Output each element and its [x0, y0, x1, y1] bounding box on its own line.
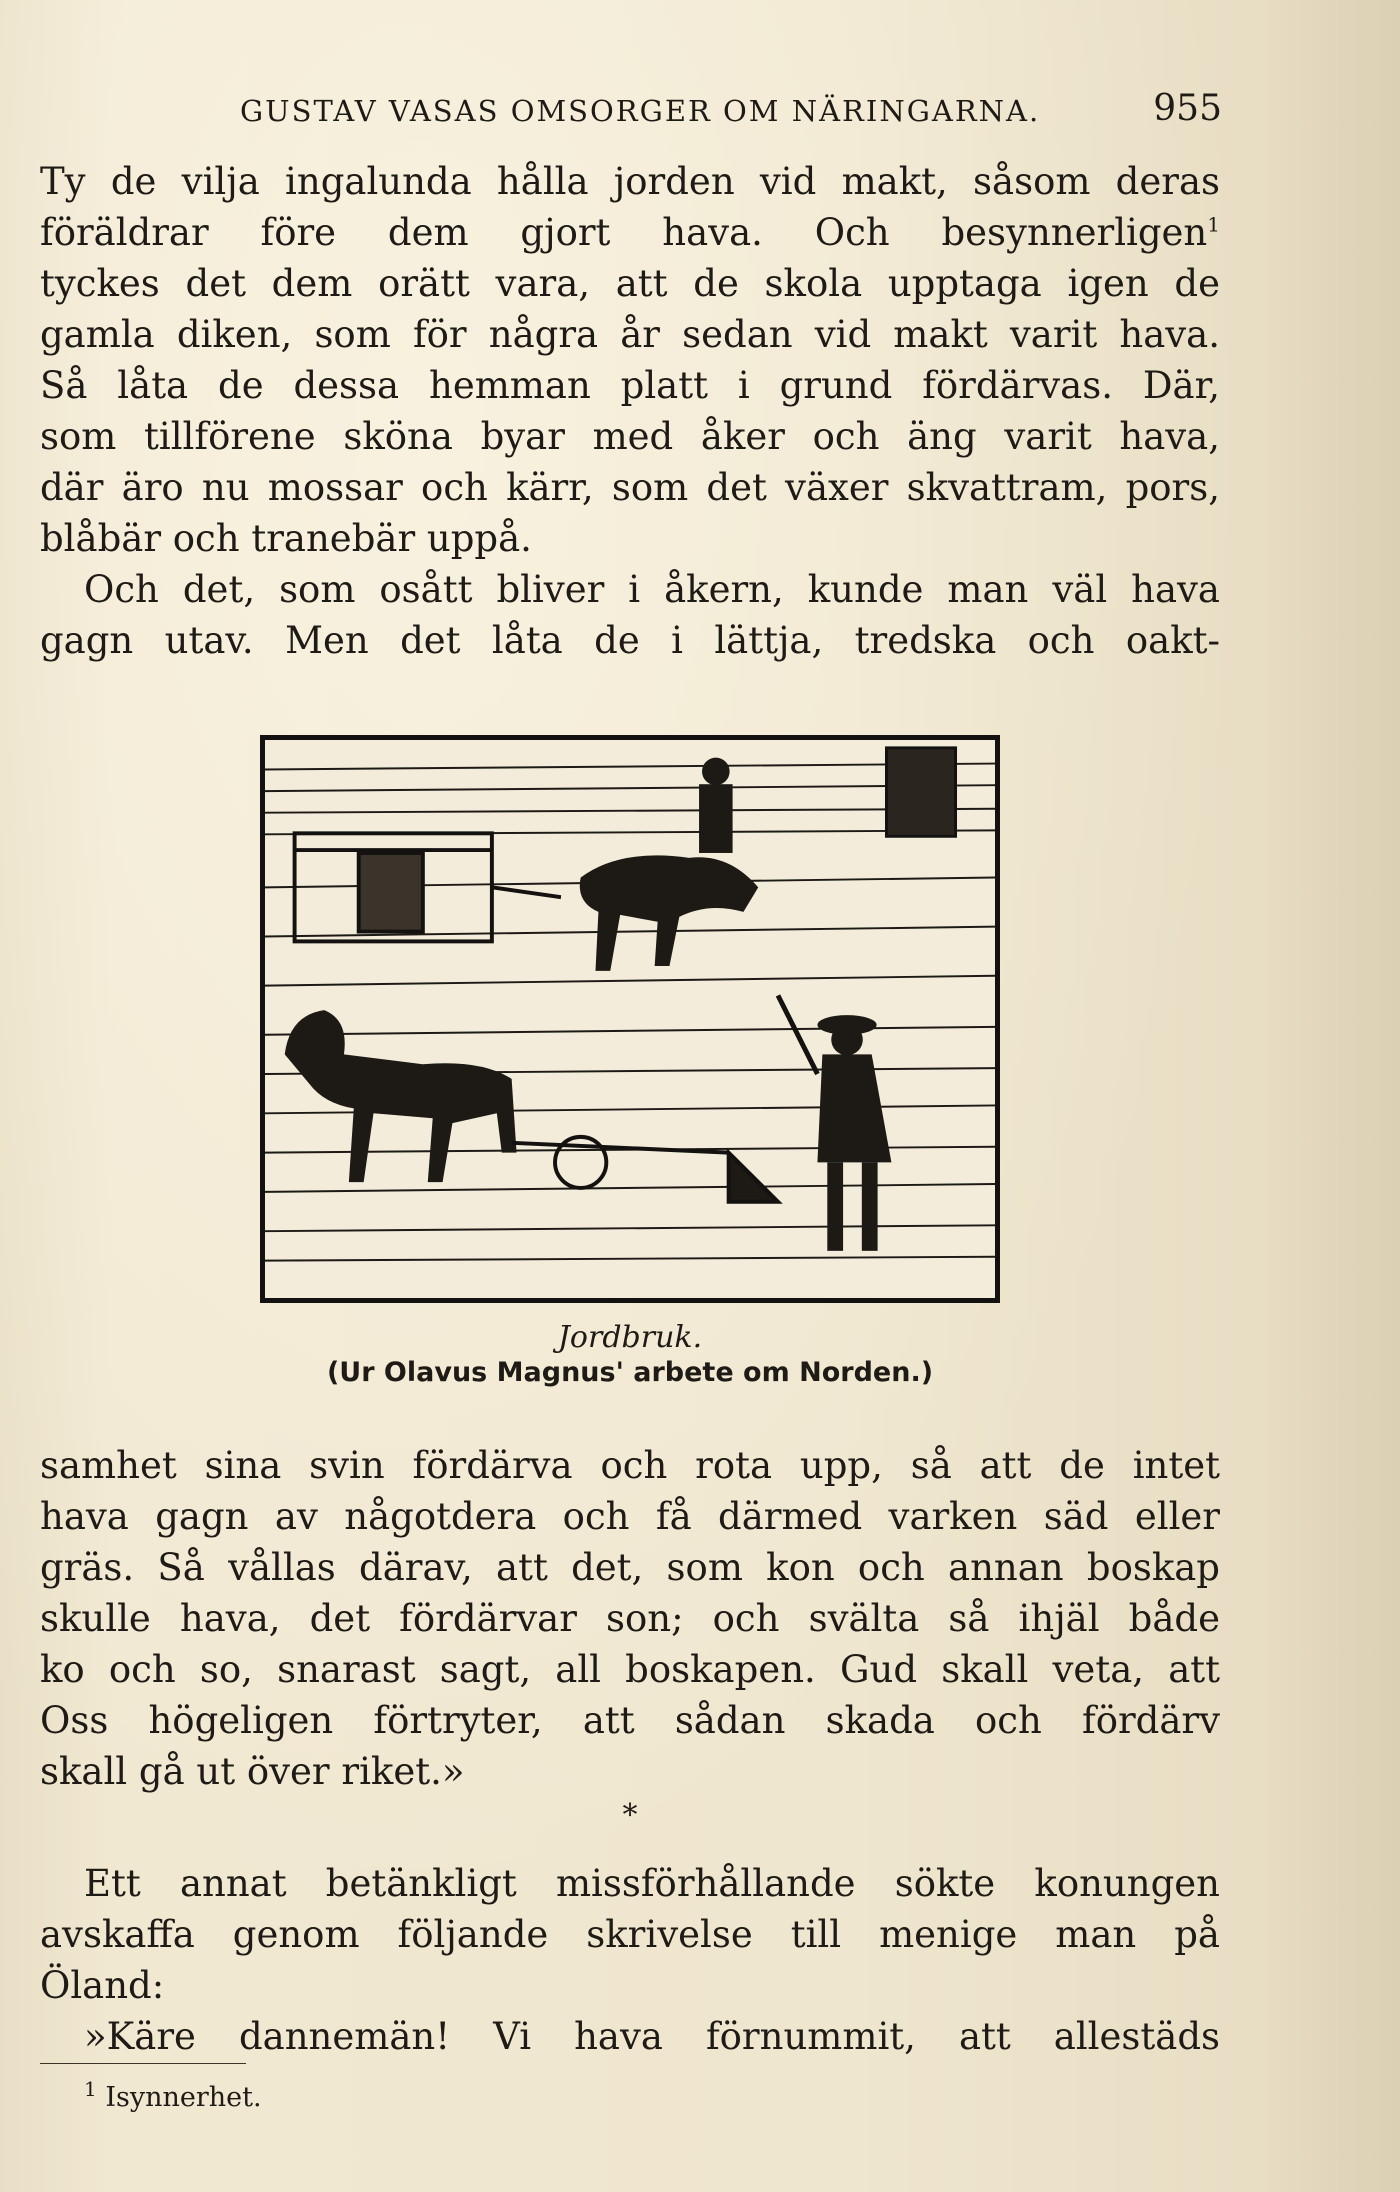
page-header — [240, 88, 1230, 136]
text-line: hava gagn av någotdera och få därmed varken säd eller — [40, 1495, 1220, 1538]
footnote-marker: 1 — [84, 2077, 97, 2101]
section-separator: * — [622, 1798, 638, 1833]
running-head: GUSTAV VASAS OMSORGER OM NÄRINGARNA. — [240, 94, 1041, 128]
text-line: Ett annat betänkligt missförhållande sökte konungen — [84, 1862, 1220, 1905]
body-text-end — [40, 1858, 1220, 2062]
text-line: avskaffa genom följande skrivelse till menige man på — [40, 1913, 1220, 1956]
page-edge-shade — [1260, 0, 1400, 2192]
footnote-text: Isynnerhet. — [105, 2082, 262, 2113]
woodcut-farming-scene — [265, 740, 995, 1298]
text-line: skulle hava, det fördärvar son; och svälta så ihjäl både — [40, 1597, 1220, 1640]
text-line: ko och so, snarast sagt, all boskapen. Gud skall veta, att — [40, 1648, 1220, 1691]
body-text-bottom — [40, 1440, 1220, 1797]
text-line: blåbär och tranebär uppå. — [40, 517, 532, 560]
figure-caption — [290, 1320, 970, 1390]
figure-source: (Ur Olavus Magnus' arbete om Norden.) — [326, 1357, 934, 1388]
text-line — [40, 207, 1220, 258]
rider-on-horses — [580, 758, 758, 971]
ploughman — [778, 995, 891, 1250]
figure-title: Jordbruk. — [557, 1320, 703, 1355]
text-line: Ty de vilja ingalunda hålla jorden vid makt, såsom deras — [40, 160, 1220, 203]
horse-pulling-plow — [285, 1010, 517, 1182]
text-line: gräs. Så vållas därav, att det, som kon och annan boskap — [40, 1546, 1220, 1589]
plow — [512, 1137, 778, 1202]
text-line: där äro nu mossar och kärr, som det växer skvattram, pors, — [40, 466, 1220, 509]
text-line: skall gå ut över riket.» — [40, 1750, 465, 1793]
footnote-rule — [40, 2063, 246, 2064]
woodcut-illustration — [260, 735, 1000, 1303]
text-line: Öland: — [40, 1964, 165, 2007]
text-line: gagn utav. Men det låta de i lättja, tredska och oakt- — [40, 619, 1220, 662]
text-line-content: föräldrar före dem gjort hava. Och besynnerligen — [40, 211, 1208, 254]
text-line: tyckes det dem orätt vara, att de skola upptaga igen de — [40, 262, 1220, 305]
footnote-reference: 1 — [1207, 212, 1220, 237]
text-line: gamla diken, som för några år sedan vid makt varit hava. — [40, 313, 1220, 356]
body-text-top — [40, 156, 1220, 666]
text-line: »Käre dannemän! Vi hava förnummit, att allestäds — [84, 2015, 1220, 2058]
text-line: Och det, som osått bliver i åkern, kunde man väl hava — [84, 568, 1220, 611]
text-line: samhet sina svin fördärva och rota upp, så att de intet — [40, 1444, 1220, 1487]
footnote — [84, 2077, 262, 2113]
page-number: 955 — [1153, 88, 1222, 129]
text-line: Oss högeligen förtryter, att sådan skada och fördärv — [40, 1699, 1220, 1742]
text-line: Så låta de dessa hemman platt i grund fördärvas. Där, — [40, 364, 1220, 407]
text-line: som tillförene sköna byar med åker och äng varit hava, — [40, 415, 1220, 458]
wagon-sheaves — [886, 748, 955, 836]
